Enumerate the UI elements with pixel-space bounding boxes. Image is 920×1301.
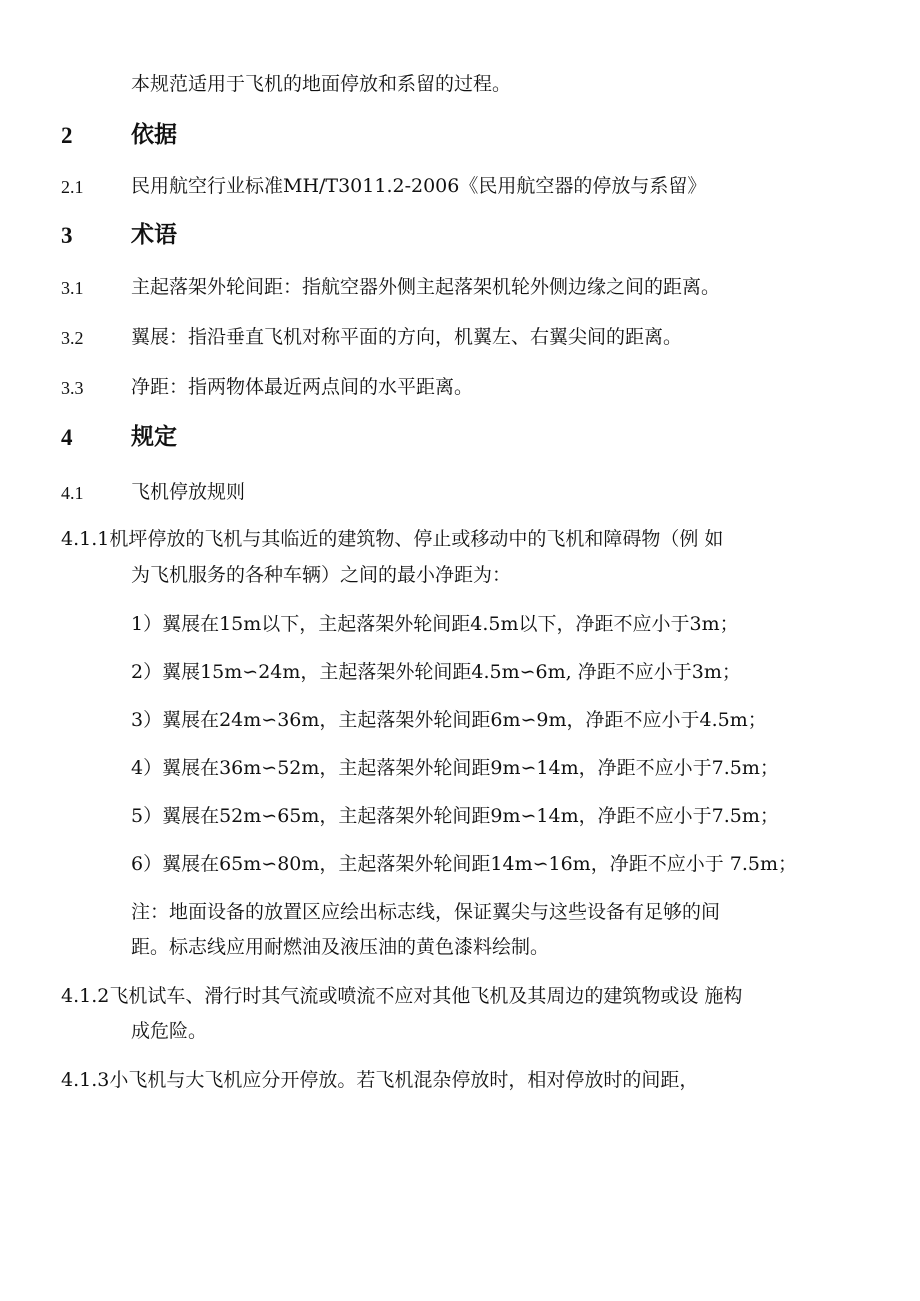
list-item: 3）翼展在24m∽36m，主起落架外轮间距6m∽9m，净距不应小于4.5m；: [131, 709, 767, 731]
clause-2-1-text: 民用航空行业标准MH/T3011.2-2006《民用航空器的停放与系留》: [131, 175, 707, 197]
note-line2: 距。标志线应用耐燃油及液压油的黄色漆料绘制。: [131, 936, 550, 958]
list-item: 5）翼展在52m∽65m，主起落架外轮间距9m∽14m，净距不应小于7.5m；: [131, 805, 779, 827]
clause-3-2-number: 3.2: [61, 328, 84, 348]
clause-2-1-number: 2.1: [61, 177, 84, 197]
list-item: 4）翼展在36m∽52m，主起落架外轮间距9m∽14m，净距不应小于7.5m；: [131, 757, 779, 779]
clause-4-1-number: 4.1: [61, 483, 84, 503]
clause-4-1-text: 飞机停放规则: [131, 481, 246, 503]
clause-3-3-text: 净距：指两物体最近两点间的水平距离。: [131, 376, 474, 398]
list-item: 2）翼展15m∽24m，主起落架外轮间距4.5m∽6m, 净距不应小于3m；: [131, 661, 741, 683]
list-item: 6）翼展在65m∽80m，主起落架外轮间距14m∽16m，净距不应小于 7.5m；: [131, 853, 797, 875]
clause-4-1-1-line2: 为飞机服务的各种车辆）之间的最小净距为：: [131, 564, 512, 586]
clause-4-1-2-line1: 4.1.2飞机试车、滑行时其气流或喷流不应对其他飞机及其周边的建筑物或设 施构: [61, 985, 743, 1007]
clause-3-1-number: 3.1: [61, 278, 84, 298]
intro-paragraph: 本规范适用于飞机的地面停放和系留的过程。: [131, 73, 512, 95]
clause-4-1-1-line1: 4.1.1机坪停放的飞机与其临近的建筑物、停止或移动中的飞机和障碍物（例 如: [61, 528, 724, 550]
section-4-number: 4: [61, 425, 73, 450]
clause-3-2-text: 翼展：指沿垂直飞机对称平面的方向，机翼左、右翼尖间的距离。: [131, 326, 683, 348]
clause-4-1-2-line2: 成危险。: [131, 1020, 208, 1042]
section-3-number: 3: [61, 223, 73, 248]
clause-3-1-text: 主起落架外轮间距：指航空器外侧主起落架机轮外侧边缘之间的距离。: [131, 276, 721, 298]
section-2-title: 依据: [131, 122, 177, 148]
clause-3-3-number: 3.3: [61, 378, 84, 398]
list-item: 1）翼展在15m以下，主起落架外轮间距4.5m以下，净距不应小于3m；: [131, 613, 739, 635]
section-3-title: 术语: [131, 222, 177, 248]
clause-4-1-3-line1: 4.1.3小飞机与大飞机应分开停放。若飞机混杂停放时，相对停放时的间距，: [61, 1069, 699, 1091]
section-2-number: 2: [61, 123, 73, 148]
note-line1: 注：地面设备的放置区应绘出标志线，保证翼尖与这些设备有足够的间: [131, 901, 721, 923]
section-4-title: 规定: [131, 424, 177, 450]
